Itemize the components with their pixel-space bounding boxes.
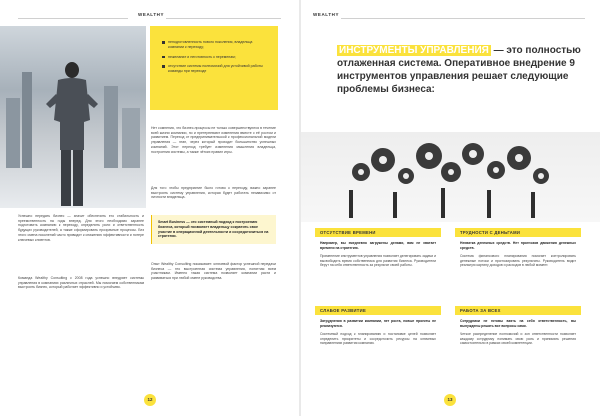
card-title: СЛАБОЕ РАЗВИТИЕ [315, 306, 441, 315]
problems-list-box [150, 26, 278, 110]
page-heading [337, 44, 581, 96]
header-rule [341, 18, 585, 19]
heading-highlight: ИНСТРУМЕНТЫ УПРАВЛЕНИЯ [339, 45, 489, 56]
body-text-bottom: Опыт Wealthy Consulting показывает: ключевой фактор успешной передачи бизнеса — это выстроенная система управления, понятная всем участникам. Именно такая система позволяет компании расти и развиваться при любой смене руководства. [151, 262, 276, 281]
card-lead: Нехватка денежных средств. Нет прогнозов движения денежных средств. [460, 241, 576, 250]
problem-card [455, 306, 581, 346]
left-page [0, 0, 299, 416]
card-title: ТРУДНОСТИ С ДЕНЬГАМИ [455, 228, 581, 237]
card-lead: Затруднения в развитии компании, нет роста, новые проекты не реализуются. [320, 319, 436, 328]
card-body: Четкое распределение полномочий и зон ответственности позволяет каждому сотруднику понимать свою роль и принимать решения самостоятельно в рамках своей компетенции. [460, 332, 576, 346]
card-title: РАБОТА ЗА ВСЕХ [455, 306, 581, 315]
building-shape [6, 98, 20, 168]
list-item: неподготовленность нового поколения, владельца компании к переходу; [162, 40, 268, 50]
brand-label: WEALTHY [313, 12, 340, 17]
problem-card [315, 228, 441, 268]
page-number: 13 [444, 394, 456, 406]
problem-card [315, 306, 441, 346]
body-text-under-photo: Успешно передать бизнес — значит обеспечить его стабильность и преемственность на годы вперед. Для этого необходимо заранее подготовить компанию к переходу, определить роли и ответственность будущих руководителей, а также сформировать прозрачные процессы. Без этого смена поколений часто приводит к снижению эффективности и потере ключевых клиентов. [18, 214, 144, 242]
header-rule-right [166, 18, 281, 19]
card-lead: Например, вы ежедневно загружены делами, вам не хватает времени на стратегию. [320, 241, 436, 250]
businessman-figure-icon [44, 60, 100, 208]
building-shape [22, 72, 32, 168]
header-rule-left [18, 18, 128, 19]
gears-icon [301, 132, 600, 222]
card-title: ОТСУТСТВИЕ ВРЕМЕНИ [315, 228, 441, 237]
pull-quote: Smart Business — это системный подход к построению бизнеса, который позволяет владельцу сократить свое участие в операционной деятельности и сосредоточиться на стратегии. [151, 215, 276, 244]
building-shape [104, 86, 118, 168]
card-body: Применение инструментов управления позволяет делегировать задачи и высвободить время собственника для развития бизнеса. Руководители берут на себя ответственность за результат своей работы. [320, 254, 436, 268]
card-lead: Сотрудники не готовы взять на себя ответственность, вы вынуждены решать все вопросы сами. [460, 319, 576, 328]
problem-card [455, 228, 581, 268]
building-shape [122, 108, 140, 168]
card-body: Системный подход к планированию и постановке целей позволяет определить приоритеты и сосредоточить ресурсы на ключевых направлениях развития компании. [320, 332, 436, 346]
businessman-photo [0, 26, 146, 208]
brand-label: WEALTHY [138, 12, 165, 17]
list-item: нежелание и неготовность к переменам; [162, 55, 268, 60]
problems-list [150, 26, 278, 74]
card-body: Система финансового планирования помогает контролировать денежные потоки и прогнозировать результаты. Руководитель видит реальную картину доходов и расходов в любой момент. [460, 254, 576, 268]
list-item: отсутствие системы полномочий для устойчивой работы команды при переходе [162, 64, 268, 74]
body-text-mid: Для того чтобы предприятие было готово к переходу, важно заранее выстроить систему управления, которая будет работать независимо от личности владельца. [151, 186, 276, 200]
body-text-consulting: Команда Wealthy Consulting с 2008 года успешно внедряет системы управления в компаниях различных отраслей. Мы помогаем собственникам выстроить бизнес, который работает эффективно и устойчиво. [18, 276, 144, 290]
heading-rest: — это полностью отлаженная система. Оперативное внедрение 9 инструментов управления решает следующие проблемы бизнеса: [337, 45, 581, 95]
people-gears-image [301, 132, 600, 222]
page-number: 12 [144, 394, 156, 406]
right-page [301, 0, 600, 416]
body-text-top: Нет сомнения, что бизнес-процессы не только совершенствуются в течение всей жизни компании, но и претерпевают изменения вместе с её ростом и развитием. Переход от предпринимательской к профессиональной модели управления — этап, через который проходит большинство успешных компаний. Этот переход требует изменения мышления владельца, построения системы, а также чётких правил игры. [151, 126, 276, 154]
